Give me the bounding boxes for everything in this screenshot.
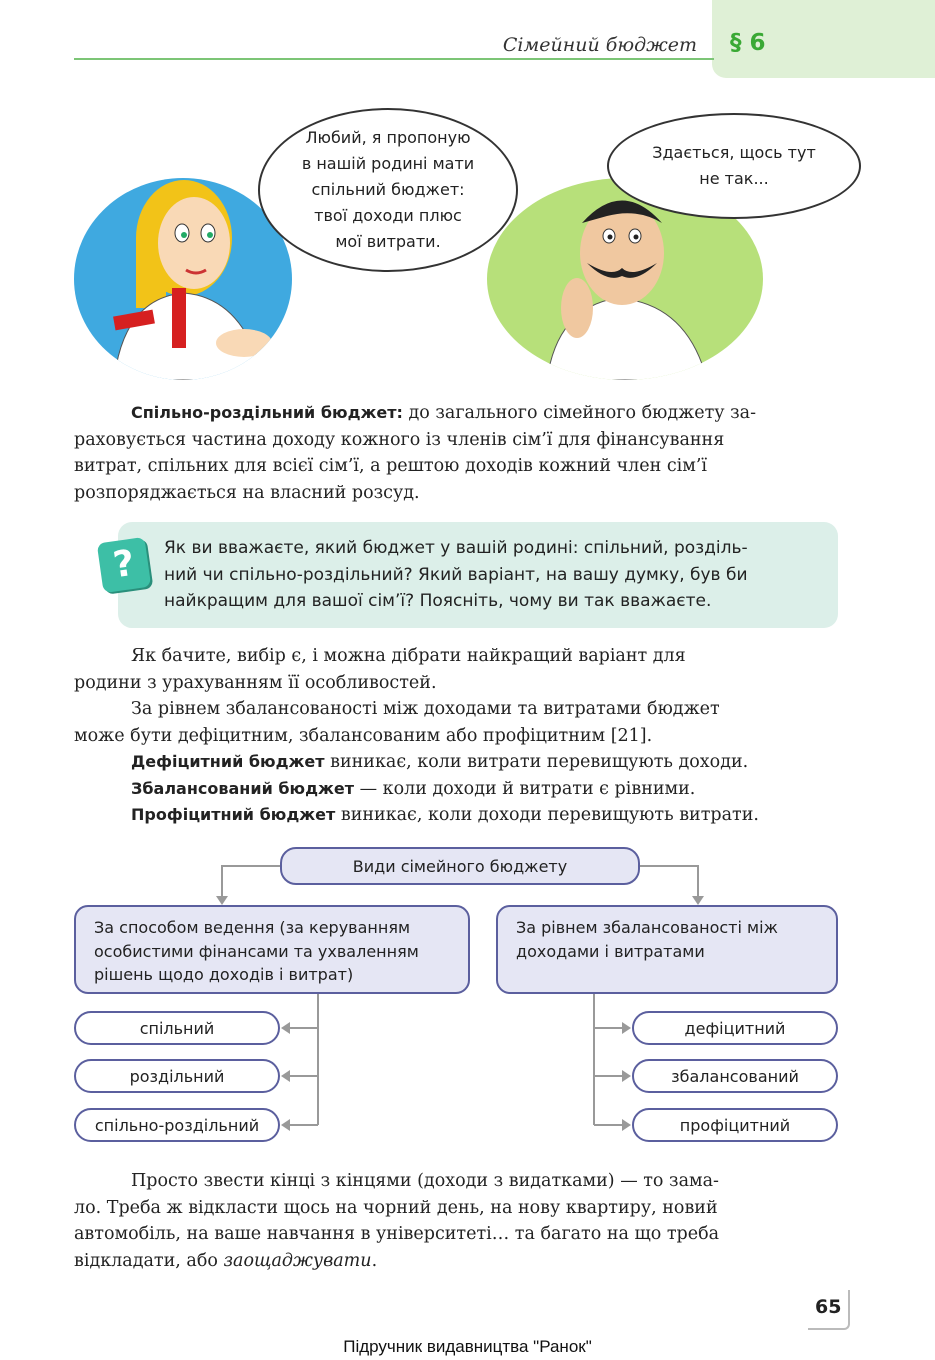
diagram-item-deficit: дефіцитний	[632, 1011, 838, 1045]
definition-deficit: Дефіцитний бюджет виникає, коли витрати перевищують доходи.	[131, 752, 749, 772]
diagram-item-surplus: профіцитний	[632, 1108, 838, 1142]
diagram-connectors	[0, 840, 935, 1150]
definition-balanced: Збалансований бюджет — коли доходи й витрати є рівними.	[131, 778, 696, 799]
speech-text-woman: Любий, я пропоную в нашій родині мати спільний бюджет: твої доходи плюс мої витрати.	[301, 128, 475, 251]
speech-text-man: Здається, щось тут не так...	[652, 143, 816, 188]
diagram-category-balance: За рівнем збалансованості між доходами і витратами	[496, 905, 838, 994]
diagram-item-joint: спільний	[74, 1011, 280, 1045]
woman-figure	[74, 178, 292, 380]
page-number: 65	[815, 1296, 842, 1318]
question-icon: ?	[97, 537, 151, 593]
question-text: Як ви вважаєте, який бюджет у вашій родині: спільний, розділь- ний чи спільно-роздільний? Який варіант, на вашу думку, був би найкращим для вашої сім’ї? Поясніть, чому ви так вважаєте.	[164, 538, 748, 611]
diagram-item-joint-separate: спільно-роздільний	[74, 1108, 280, 1142]
paragraph-savings: Просто звести кінці з кінцями (доходи з видатками) — то зама- ло. Треба ж відкласти щось на чорний день, на нову квартиру, новий автомобіль, на ваше навчання в університеті… та багато на що треба відкладати, або заощаджувати.	[74, 1168, 838, 1274]
text-line: раховується частина доходу кожного із членів сім’ї для фінансування	[74, 429, 725, 450]
diagram-root: Види сімейного бюджету	[280, 847, 640, 885]
paragraph-choice: Як бачите, вибір є, і можна дібрати найкращий варіант для родини з урахуванням її особливостей. За рівнем збалансованості між доходами та витратами бюджет може бути дефіцитним, збалансованим або профіцитним [21]. Дефіцитний бюджет виникає, коли витрати перевищують доходи. Збалансований бюджет — коли доходи й витрати є рівними. Профіцитний бюджет виникає, коли доходи перевищують витрати.	[74, 643, 838, 829]
header-rule	[74, 58, 714, 60]
diagram-category-method: За способом ведення (за керуванням особистими фінансами та ухваленням рішень щодо доходів і витрат)	[74, 905, 470, 994]
diagram-item-separate: роздільний	[74, 1059, 280, 1093]
paragraph-joint-separate-budget: Спільно-роздільний бюджет: до загального сімейного бюджету за- раховується частина доходу кожного із членів сім’ї для фінансування витрат, спільних для всієї сім’ї, а рештою доходів кожний член сім’ї розпоряджається на власний розсуд.	[74, 400, 838, 506]
speech-bubble-man	[607, 113, 861, 219]
section-number: § 6	[730, 30, 766, 56]
woman-illustration	[74, 178, 292, 380]
term-joint-separate: Спільно-роздільний бюджет:	[131, 403, 403, 422]
chapter-title: Сімейний бюджет	[502, 34, 697, 56]
text-line: відкладати, або заощаджувати.	[74, 1250, 378, 1271]
publisher-footer: Підручник видавництва "Ранок"	[343, 1337, 592, 1356]
diagram-item-balanced: збалансований	[632, 1059, 838, 1093]
definition-surplus: Профіцитний бюджет виникає, коли доходи перевищують витрати.	[131, 805, 759, 825]
text-line: витрат, спільних для всієї сім’ї, а рештою доходів кожний член сім’ї	[74, 456, 708, 476]
text-line: розпоряджається на власний розсуд.	[74, 482, 420, 503]
term-save: заощаджувати	[223, 1250, 372, 1271]
speech-bubble-woman	[258, 108, 518, 272]
